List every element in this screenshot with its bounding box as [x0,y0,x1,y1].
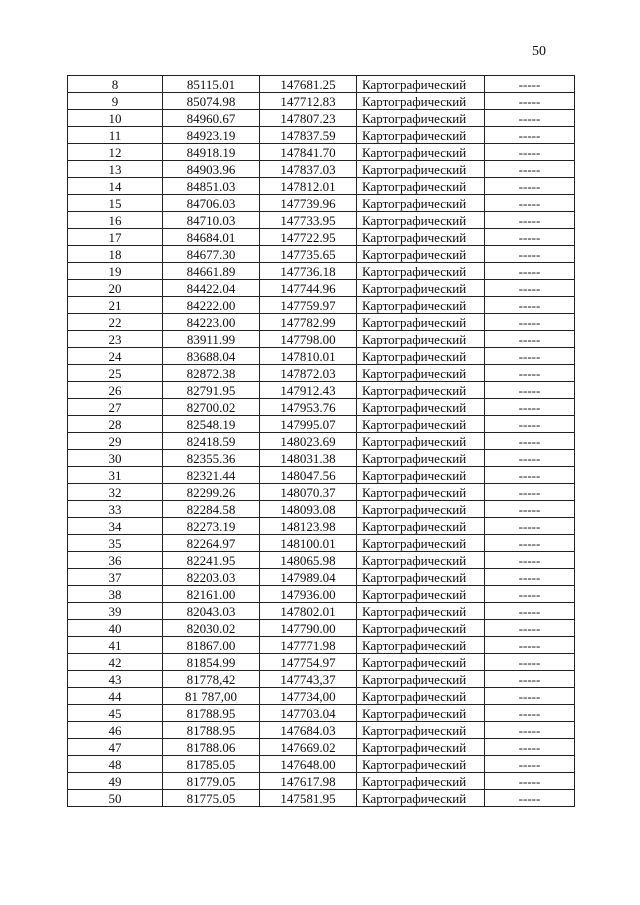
x-coordinate-cell: 84918.19 [163,144,260,161]
method-cell: Картографический [357,178,485,195]
y-coordinate-cell: 147735.65 [260,246,357,263]
method-cell: Картографический [357,756,485,773]
table-row [68,110,575,127]
y-coordinate-cell: 148047.56 [260,467,357,484]
point-number-cell: 42 [68,654,163,671]
table-row [68,382,575,399]
point-number-cell: 20 [68,280,163,297]
accuracy-cell: ----- [485,773,575,790]
accuracy-cell: ----- [485,382,575,399]
y-coordinate-cell: 147912.43 [260,382,357,399]
x-coordinate-cell: 82321.44 [163,467,260,484]
table-row [68,688,575,705]
x-coordinate-cell: 83911.99 [163,331,260,348]
point-number-cell: 11 [68,127,163,144]
point-number-cell: 8 [68,76,163,93]
point-number-cell: 47 [68,739,163,756]
table-row [68,365,575,382]
x-coordinate-cell: 82203.03 [163,569,260,586]
point-number-cell: 15 [68,195,163,212]
y-coordinate-cell: 147759.97 [260,297,357,314]
x-coordinate-cell: 84710.03 [163,212,260,229]
table-row [68,399,575,416]
x-coordinate-cell: 82161.00 [163,586,260,603]
accuracy-cell: ----- [485,671,575,688]
x-coordinate-cell: 84851.03 [163,178,260,195]
y-coordinate-cell: 147790.00 [260,620,357,637]
point-number-cell: 34 [68,518,163,535]
method-cell: Картографический [357,212,485,229]
point-number-cell: 12 [68,144,163,161]
method-cell: Картографический [357,365,485,382]
table-row [68,671,575,688]
accuracy-cell: ----- [485,739,575,756]
x-coordinate-cell: 84903.96 [163,161,260,178]
method-cell: Картографический [357,195,485,212]
y-coordinate-cell: 147802.01 [260,603,357,620]
table-row [68,620,575,637]
coordinates-table [67,75,575,807]
x-coordinate-cell: 82030.02 [163,620,260,637]
method-cell: Картографический [357,382,485,399]
table-row [68,637,575,654]
point-number-cell: 49 [68,773,163,790]
x-coordinate-cell: 85115.01 [163,76,260,93]
table-row [68,790,575,807]
point-number-cell: 21 [68,297,163,314]
point-number-cell: 39 [68,603,163,620]
method-cell: Картографический [357,76,485,93]
y-coordinate-cell: 148123.98 [260,518,357,535]
y-coordinate-cell: 147953.76 [260,399,357,416]
y-coordinate-cell: 147733.95 [260,212,357,229]
accuracy-cell: ----- [485,246,575,263]
y-coordinate-cell: 148093.08 [260,501,357,518]
method-cell: Картографический [357,416,485,433]
method-cell: Картографический [357,586,485,603]
method-cell: Картографический [357,739,485,756]
x-coordinate-cell: 84222.00 [163,297,260,314]
table-row [68,263,575,280]
accuracy-cell: ----- [485,620,575,637]
accuracy-cell: ----- [485,280,575,297]
x-coordinate-cell: 82241.95 [163,552,260,569]
point-number-cell: 36 [68,552,163,569]
table-row [68,535,575,552]
y-coordinate-cell: 147739.96 [260,195,357,212]
table-row [68,773,575,790]
accuracy-cell: ----- [485,484,575,501]
accuracy-cell: ----- [485,161,575,178]
y-coordinate-cell: 147703.04 [260,705,357,722]
point-number-cell: 41 [68,637,163,654]
y-coordinate-cell: 147734,00 [260,688,357,705]
coordinates-table-body [68,76,575,807]
y-coordinate-cell: 147712.83 [260,93,357,110]
accuracy-cell: ----- [485,297,575,314]
method-cell: Картографический [357,773,485,790]
x-coordinate-cell: 82264.97 [163,535,260,552]
table-row [68,552,575,569]
method-cell: Картографический [357,518,485,535]
method-cell: Картографический [357,671,485,688]
accuracy-cell: ----- [485,535,575,552]
y-coordinate-cell: 147754.97 [260,654,357,671]
table-row [68,195,575,212]
point-number-cell: 17 [68,229,163,246]
point-number-cell: 32 [68,484,163,501]
accuracy-cell: ----- [485,76,575,93]
accuracy-cell: ----- [485,688,575,705]
method-cell: Картографический [357,620,485,637]
accuracy-cell: ----- [485,110,575,127]
point-number-cell: 23 [68,331,163,348]
accuracy-cell: ----- [485,433,575,450]
table-row [68,246,575,263]
table-row [68,722,575,739]
point-number-cell: 35 [68,535,163,552]
accuracy-cell: ----- [485,790,575,807]
accuracy-cell: ----- [485,399,575,416]
point-number-cell: 13 [68,161,163,178]
table-row [68,212,575,229]
x-coordinate-cell: 81775.05 [163,790,260,807]
table-row [68,756,575,773]
x-coordinate-cell: 84661.89 [163,263,260,280]
y-coordinate-cell: 147722.95 [260,229,357,246]
point-number-cell: 27 [68,399,163,416]
table-row [68,433,575,450]
x-coordinate-cell: 82791.95 [163,382,260,399]
point-number-cell: 37 [68,569,163,586]
accuracy-cell: ----- [485,518,575,535]
y-coordinate-cell: 147648.00 [260,756,357,773]
accuracy-cell: ----- [485,212,575,229]
x-coordinate-cell: 81779.05 [163,773,260,790]
point-number-cell: 16 [68,212,163,229]
x-coordinate-cell: 82273.19 [163,518,260,535]
point-number-cell: 45 [68,705,163,722]
y-coordinate-cell: 147736.18 [260,263,357,280]
method-cell: Картографический [357,688,485,705]
method-cell: Картографический [357,637,485,654]
accuracy-cell: ----- [485,501,575,518]
table-row [68,705,575,722]
point-number-cell: 43 [68,671,163,688]
point-number-cell: 19 [68,263,163,280]
x-coordinate-cell: 81778,42 [163,671,260,688]
point-number-cell: 48 [68,756,163,773]
accuracy-cell: ----- [485,705,575,722]
x-coordinate-cell: 84706.03 [163,195,260,212]
x-coordinate-cell: 84684.01 [163,229,260,246]
accuracy-cell: ----- [485,552,575,569]
method-cell: Картографический [357,705,485,722]
accuracy-cell: ----- [485,637,575,654]
x-coordinate-cell: 84223.00 [163,314,260,331]
y-coordinate-cell: 147744.96 [260,280,357,297]
y-coordinate-cell: 148100.01 [260,535,357,552]
accuracy-cell: ----- [485,178,575,195]
table-row [68,280,575,297]
point-number-cell: 31 [68,467,163,484]
accuracy-cell: ----- [485,569,575,586]
x-coordinate-cell: 81867.00 [163,637,260,654]
y-coordinate-cell: 147810.01 [260,348,357,365]
method-cell: Картографический [357,467,485,484]
point-number-cell: 30 [68,450,163,467]
y-coordinate-cell: 147812.01 [260,178,357,195]
y-coordinate-cell: 147837.03 [260,161,357,178]
point-number-cell: 26 [68,382,163,399]
method-cell: Картографический [357,314,485,331]
point-number-cell: 22 [68,314,163,331]
table-row [68,416,575,433]
y-coordinate-cell: 147936.00 [260,586,357,603]
x-coordinate-cell: 81788.06 [163,739,260,756]
x-coordinate-cell: 85074.98 [163,93,260,110]
accuracy-cell: ----- [485,654,575,671]
accuracy-cell: ----- [485,93,575,110]
x-coordinate-cell: 81785.05 [163,756,260,773]
method-cell: Картографический [357,280,485,297]
y-coordinate-cell: 147872.03 [260,365,357,382]
point-number-cell: 50 [68,790,163,807]
accuracy-cell: ----- [485,450,575,467]
table-row [68,586,575,603]
accuracy-cell: ----- [485,756,575,773]
y-coordinate-cell: 147995.07 [260,416,357,433]
accuracy-cell: ----- [485,586,575,603]
table-row [68,161,575,178]
method-cell: Картографический [357,552,485,569]
method-cell: Картографический [357,722,485,739]
point-number-cell: 44 [68,688,163,705]
method-cell: Картографический [357,450,485,467]
table-row [68,297,575,314]
table-row [68,484,575,501]
y-coordinate-cell: 147617.98 [260,773,357,790]
point-number-cell: 38 [68,586,163,603]
table-row [68,331,575,348]
page-number: 50 [532,44,546,59]
method-cell: Картографический [357,331,485,348]
method-cell: Картографический [357,484,485,501]
y-coordinate-cell: 147743,37 [260,671,357,688]
method-cell: Картографический [357,144,485,161]
point-number-cell: 10 [68,110,163,127]
x-coordinate-cell: 82355.36 [163,450,260,467]
point-number-cell: 18 [68,246,163,263]
accuracy-cell: ----- [485,365,575,382]
point-number-cell: 40 [68,620,163,637]
point-number-cell: 29 [68,433,163,450]
table-row [68,314,575,331]
table-row [68,93,575,110]
point-number-cell: 46 [68,722,163,739]
y-coordinate-cell: 147669.02 [260,739,357,756]
x-coordinate-cell: 82700.02 [163,399,260,416]
x-coordinate-cell: 82043.03 [163,603,260,620]
y-coordinate-cell: 147798.00 [260,331,357,348]
table-row [68,603,575,620]
y-coordinate-cell: 147841.70 [260,144,357,161]
y-coordinate-cell: 147807.23 [260,110,357,127]
table-row [68,348,575,365]
method-cell: Картографический [357,263,485,280]
y-coordinate-cell: 147681.25 [260,76,357,93]
x-coordinate-cell: 81788.95 [163,705,260,722]
method-cell: Картографический [357,433,485,450]
accuracy-cell: ----- [485,263,575,280]
x-coordinate-cell: 84677.30 [163,246,260,263]
x-coordinate-cell: 84923.19 [163,127,260,144]
accuracy-cell: ----- [485,144,575,161]
accuracy-cell: ----- [485,314,575,331]
method-cell: Картографический [357,654,485,671]
x-coordinate-cell: 81 787,00 [163,688,260,705]
y-coordinate-cell: 148070.37 [260,484,357,501]
accuracy-cell: ----- [485,348,575,365]
point-number-cell: 24 [68,348,163,365]
x-coordinate-cell: 82299.26 [163,484,260,501]
table-row [68,127,575,144]
method-cell: Картографический [357,790,485,807]
x-coordinate-cell: 82872.38 [163,365,260,382]
accuracy-cell: ----- [485,195,575,212]
point-number-cell: 9 [68,93,163,110]
x-coordinate-cell: 84422.04 [163,280,260,297]
method-cell: Картографический [357,348,485,365]
y-coordinate-cell: 148023.69 [260,433,357,450]
y-coordinate-cell: 147837.59 [260,127,357,144]
method-cell: Картографический [357,127,485,144]
x-coordinate-cell: 84960.67 [163,110,260,127]
method-cell: Картографический [357,569,485,586]
table-row [68,467,575,484]
y-coordinate-cell: 147581.95 [260,790,357,807]
table-row [68,144,575,161]
method-cell: Картографический [357,93,485,110]
x-coordinate-cell: 81854.99 [163,654,260,671]
point-number-cell: 33 [68,501,163,518]
y-coordinate-cell: 148065.98 [260,552,357,569]
point-number-cell: 28 [68,416,163,433]
accuracy-cell: ----- [485,416,575,433]
method-cell: Картографический [357,229,485,246]
table-row [68,229,575,246]
x-coordinate-cell: 83688.04 [163,348,260,365]
table-row [68,518,575,535]
point-number-cell: 25 [68,365,163,382]
x-coordinate-cell: 82418.59 [163,433,260,450]
accuracy-cell: ----- [485,127,575,144]
y-coordinate-cell: 147989.04 [260,569,357,586]
method-cell: Картографический [357,110,485,127]
table-row [68,569,575,586]
accuracy-cell: ----- [485,229,575,246]
y-coordinate-cell: 148031.38 [260,450,357,467]
table-row [68,654,575,671]
y-coordinate-cell: 147684.03 [260,722,357,739]
method-cell: Картографический [357,161,485,178]
y-coordinate-cell: 147782.99 [260,314,357,331]
x-coordinate-cell: 82548.19 [163,416,260,433]
method-cell: Картографический [357,535,485,552]
y-coordinate-cell: 147771.98 [260,637,357,654]
method-cell: Картографический [357,246,485,263]
table-row [68,450,575,467]
method-cell: Картографический [357,297,485,314]
x-coordinate-cell: 82284.58 [163,501,260,518]
table-row [68,178,575,195]
method-cell: Картографический [357,399,485,416]
accuracy-cell: ----- [485,331,575,348]
point-number-cell: 14 [68,178,163,195]
accuracy-cell: ----- [485,603,575,620]
accuracy-cell: ----- [485,722,575,739]
method-cell: Картографический [357,501,485,518]
table-row [68,76,575,93]
table-row [68,501,575,518]
table-row [68,739,575,756]
accuracy-cell: ----- [485,467,575,484]
x-coordinate-cell: 81788.95 [163,722,260,739]
method-cell: Картографический [357,603,485,620]
